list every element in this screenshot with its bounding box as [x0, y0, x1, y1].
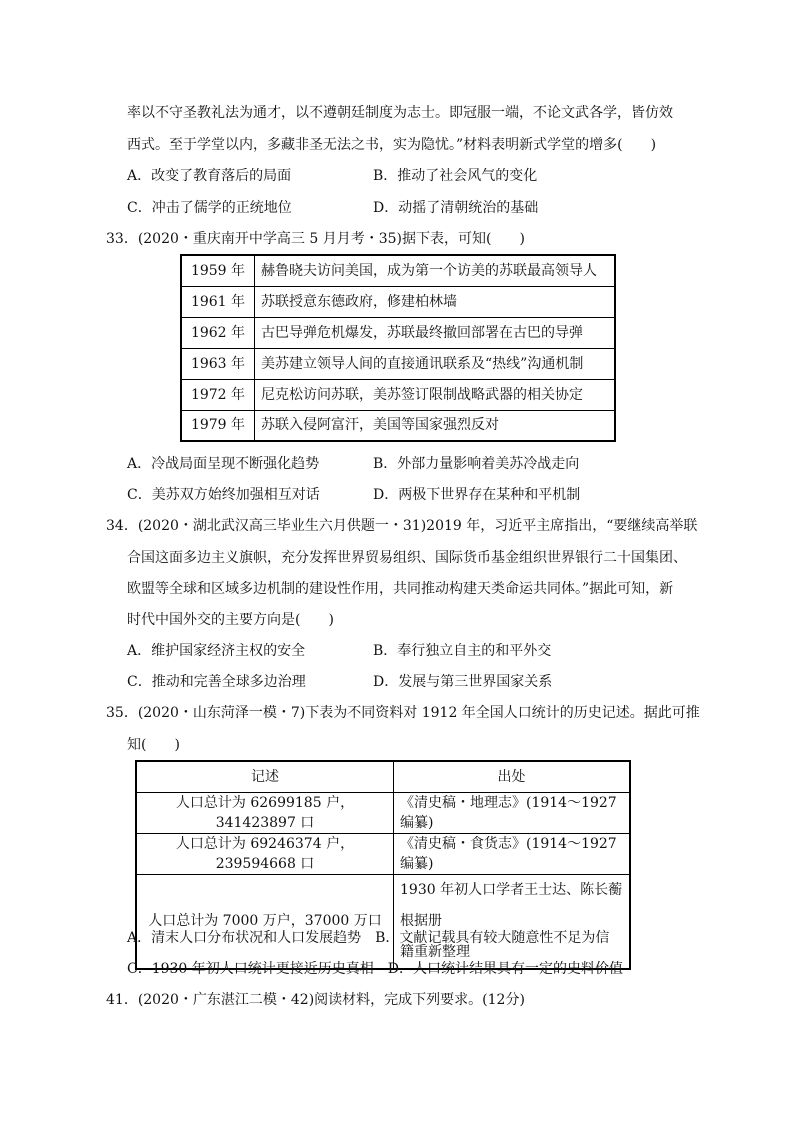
q32-text-line-1: 率以不守圣教礼法为通才，以不遵朝廷制度为志士。即冠服一端，不论文武各学，皆仿效	[127, 105, 673, 121]
table-cell-record: 人口总计为 69246374 户，239594668 口	[136, 833, 394, 874]
q33-option-c: C．美苏双方始终加强相互对话	[127, 487, 320, 503]
table-cell-year: 1962 年	[181, 317, 255, 348]
q32-option-b: B．推动了社会风气的变化	[373, 168, 538, 184]
table-cell-event: 美苏建立领导人间的直接通讯联系及“热线”沟通机制	[255, 348, 616, 379]
table-row	[181, 348, 615, 379]
table-row	[136, 792, 630, 833]
table-row	[181, 410, 615, 441]
q35-text-line-2: 知( )	[127, 737, 180, 753]
q34-option-d: D．发展与第三世界国家关系	[373, 674, 553, 690]
table-cell-source-line-2: 籍重新整理	[400, 943, 470, 960]
q34-text-line-1: 34．(2020・湖北武汉高三毕业生六月供题一・31)2019 年，习近平主席指出，“要继续高举联	[106, 518, 698, 534]
table-cell-record: 人口总计为 62699185 户，341423897 口	[136, 792, 394, 833]
q33-option-b: B．外部力量影响着美苏冷战走向	[373, 456, 580, 472]
table-cell-year: 1959 年	[181, 255, 255, 286]
table-cell-event: 苏联授意东德政府，修建柏林墙	[255, 286, 616, 317]
table-cell-event: 尼克松访问苏联，美苏签订限制战略武器的相关协定	[255, 379, 616, 410]
table-row	[181, 286, 615, 317]
q34-text-line-2: 合国这面多边主义旗帜，充分发挥世界贸易组织、国际货币基金组织世界银行二十国集团、	[127, 550, 687, 566]
table-cell-source: 《清史稿・地理志》(1914～1927 编纂)	[394, 792, 631, 833]
table-cell-source: 《清史稿・食货志》(1914～1927 编纂)	[394, 833, 631, 874]
q33-stem: 33．(2020・重庆南开中学高三 5 月月考・35)据下表，可知( )	[106, 231, 525, 247]
table-cell-year: 1963 年	[181, 348, 255, 379]
q34-option-b: B．奉行独立自主的和平外交	[373, 643, 552, 659]
q32-text-line-2: 西式。至于学堂以内，多藏非圣无法之书，实为隐忧。”材料表明新式学堂的增多( )	[127, 137, 657, 153]
table-cell-year: 1972 年	[181, 379, 255, 410]
q34-text-line-3: 欧盟等全球和区域多边机制的建设性作用，共同推动构建天类命运共同体。”据此可知，新	[127, 581, 674, 597]
table-cell-event: 赫鲁晓夫访问美国，成为第一个访美的苏联最高领导人	[255, 255, 616, 286]
q41-stem: 41．(2020・广东湛江二模・42)阅读材料，完成下列要求。(12分)	[106, 992, 525, 1008]
q33-option-a: A．冷战局面呈现不断强化趋势	[127, 456, 320, 472]
q34-option-a: A．维护国家经济主权的安全	[127, 643, 306, 659]
q35-option-line-1: A．清末人口分布状况和人口发展趋势 B．文献记载具有较大随意性不足为信	[127, 930, 610, 946]
q35-text-line-1: 35．(2020・山东菏泽一模・7)下表为不同资料对 1912 年全国人口统计的历史记述。据此可推	[106, 705, 700, 721]
table-row	[136, 874, 630, 969]
table-cell-year: 1979 年	[181, 410, 255, 441]
table-row	[136, 833, 630, 874]
q34-text-line-4: 时代中国外交的主要方向是( )	[127, 612, 334, 628]
q32-option-a: A．改变了教育落后的局面	[127, 168, 292, 184]
table-cell-year: 1961 年	[181, 286, 255, 317]
table-header-row	[136, 761, 630, 792]
table-cell-event: 苏联入侵阿富汗，美国等国家强烈反对	[255, 410, 616, 441]
table-cell-record: 人口总计为 7000 万户，37000 万口	[136, 874, 394, 969]
q32-option-d: D．动摇了清朝统治的基础	[373, 200, 539, 216]
q32-option-c: C．冲击了儒学的正统地位	[127, 200, 292, 216]
table-cell-source	[394, 874, 631, 969]
q34-option-c: C．推动和完善全球多边治理	[127, 674, 306, 690]
q35-option-line-2: C．1930 年初人口统计更接近历史真相 D．人口统计结果具有一定的史料价值	[127, 961, 624, 977]
table-cell-source-line-1: 1930 年初人口学者王士达、陈长蘅根据册	[400, 881, 623, 929]
q33-table	[180, 254, 616, 442]
q33-option-d: D．两极下世界存在某种和平机制	[373, 487, 581, 503]
table-header-record: 记述	[136, 761, 394, 792]
table-cell-event: 古巴导弹危机爆发，苏联最终撤回部署在古巴的导弹	[255, 317, 616, 348]
table-header-source: 出处	[394, 761, 631, 792]
table-row	[181, 379, 615, 410]
table-row	[181, 317, 615, 348]
table-row	[181, 255, 615, 286]
